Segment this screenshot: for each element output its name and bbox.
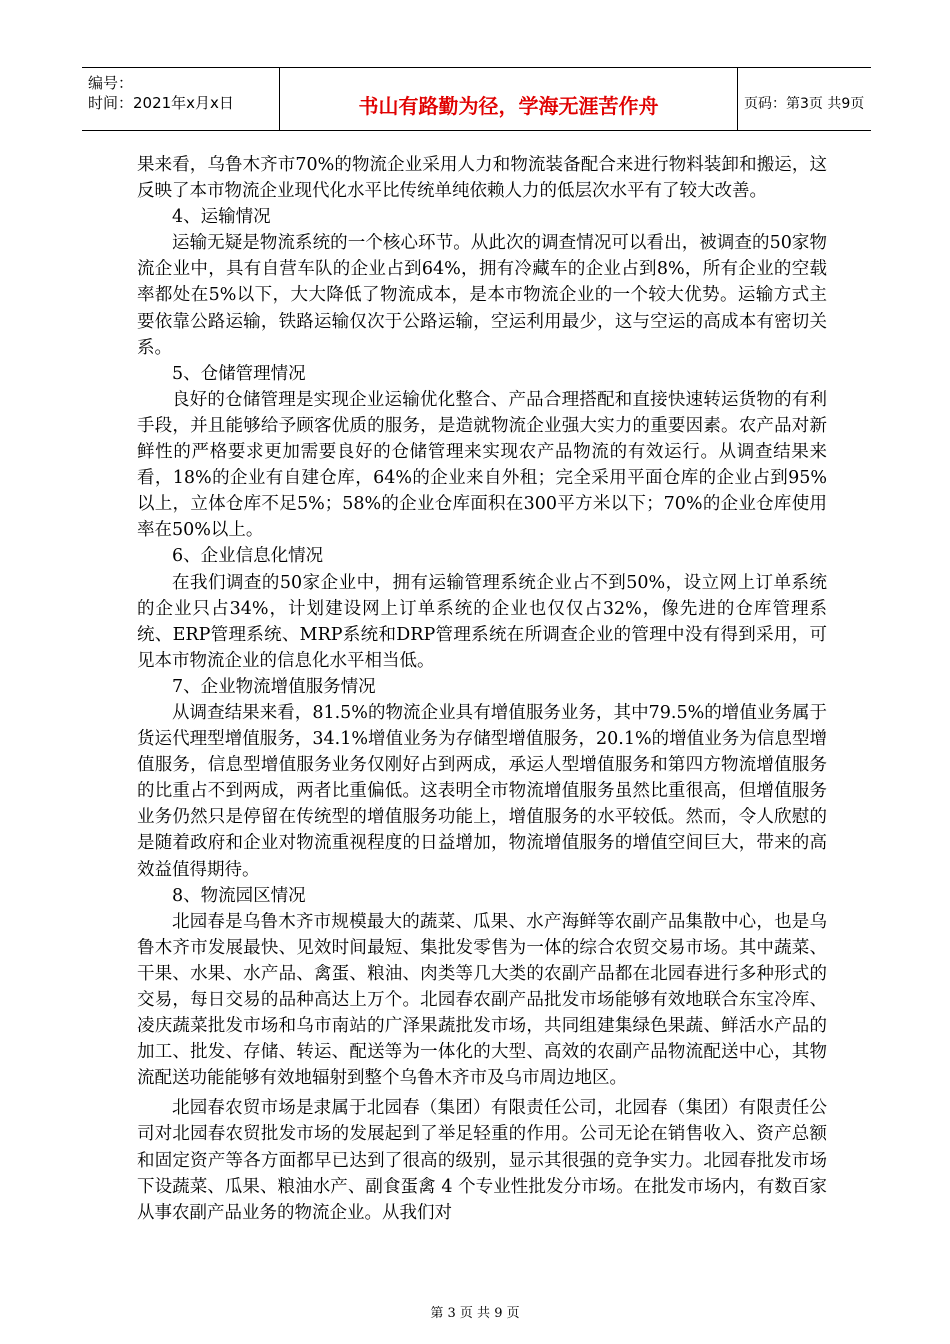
header-meta-cell <box>82 68 280 130</box>
document-number-label: 编号： <box>88 74 134 92</box>
header-page-cell <box>738 68 871 130</box>
section-heading-logistics-park: 8、物流园区情况 <box>172 885 306 906</box>
section-heading-warehouse: 5、仓储管理情况 <box>172 363 306 384</box>
paragraph: 从调查结果来看，81.5%的物流企业具有增值服务业务，其中79.5%的增值业务属于货运代理型增值服务，34.1%增值业务为存储型增值服务，20.1%的增值业务为信息型增值服务，信息型增值服务业务仅刚好占到两成，承运人型增值服务和第四方物流增值服务的比重占不到两成，两者比重偏低。这表明全市物流增值服务虽然比重很高，但增值服务业务仍然只是停留在传统型的增值服务功能上，增值服务的水平较低。然而，令人欣慰的是随着政府和企业对物流重视程度的日益增加，物流增值服务的增值空间巨大，带来的高效益值得期待。 <box>137 702 827 880</box>
page-footer: 第 3 页 共 9 页 <box>430 1306 520 1321</box>
paragraph: 果来看，乌鲁木齐市70%的物流企业采用人力和物流装备配合来进行物料装卸和搬运，这反映了本市物流企业现代化水平比传统单纯依赖人力的低层次水平有了较大改善。 <box>137 155 827 202</box>
header-motto-cell <box>280 68 738 130</box>
header-page-info: 页码：第3页 共9页 <box>744 96 865 112</box>
document-time-label: 时间：2021年x月x日 <box>88 94 234 112</box>
paragraph: 运输无疑是物流系统的一个核心环节。从此次的调查情况可以看出，被调查的50家物流企业中，具有自营车队的企业占到64%，拥有冷藏车的企业占到8%，所有企业的空载率都处在5%以下，大大降低了物流成本，是本市物流企业的一个较大优势。运输方式主要依靠公路运输，铁路运输仅次于公路运输，空运利用最少，这与空运的高成本有密切关系。 <box>137 233 827 358</box>
header-motto: 书山有路勤为径，学海无涯苦作舟 <box>358 94 659 118</box>
section-heading-transport: 4、运输情况 <box>172 207 271 228</box>
paragraph: 北园春是乌鲁木齐市规模最大的蔬菜、瓜果、水产海鲜等农副产品集散中心，也是乌鲁木齐市发展最快、见效时间最短、集批发零售为一体的综合农贸交易市场。其中蔬菜、干果、水果、水产品、禽蛋、粮油、肉类等几大类的农副产品都在北园春进行多种形式的交易，每日交易的品种高达上万个。北园春农副产品批发市场能够有效地联合东宝冷库、凌庆蔬菜批发市场和乌市南站的广泽果蔬批发市场，共同组建集绿色果蔬、鲜活水产品的加工、批发、存储、转运、配送等为一体化的大型、高效的农副产品物流配送中心，其物流配送功能能够有效地辐射到整个乌鲁木齐市及乌市周边地区。 <box>137 911 827 1089</box>
paragraph: 在我们调查的50家企业中，拥有运输管理系统企业占不到50%，设立网上订单系统的企业只占34%，计划建设网上订单系统的企业也仅仅占32%，像先进的仓库管理系统、ERP管理系统、MRP系统和DRP管理系统在所调查企业的管理中没有得到采用，可见本市物流企业的信息化水平相当低。 <box>137 572 827 671</box>
paragraph: 良好的仓储管理是实现企业运输优化整合、产品合理搭配和直接快速转运货物的有利手段，并且能够给予顾客优质的服务，是造就物流企业强大实力的重要因素。农产品对新鲜性的严格要求更加需要良好的仓储管理来实现农产品物流的有效运行。从调查结果来看，18%的企业有自建仓库，64%的企业来自外租；完全采用平面仓库的企业占到95%以上，立体仓库不足5%；58%的企业仓库面积在300平方米以下；70%的企业仓库使用率在50%以上。 <box>137 389 827 541</box>
section-heading-value-added: 7、企业物流增值服务情况 <box>172 676 376 697</box>
section-heading-informatization: 6、企业信息化情况 <box>172 546 324 567</box>
paragraph: 北园春农贸市场是隶属于北园春（集团）有限责任公司，北园春（集团）有限责任公司对北园春农贸批发市场的发展起到了举足轻重的作用。公司无论在销售收入、资产总额和固定资产等各方面都早已达到了很高的级别，显示其很强的竞争实力。北园春批发市场下设蔬菜、瓜果、粮油水产、副食蛋禽 4 个专业性批发分市场。在批发市场内，有数百家从事农副产品业务的物流企业。从我们对 <box>137 1098 827 1223</box>
document-body <box>137 152 827 1226</box>
page-header <box>82 67 871 131</box>
